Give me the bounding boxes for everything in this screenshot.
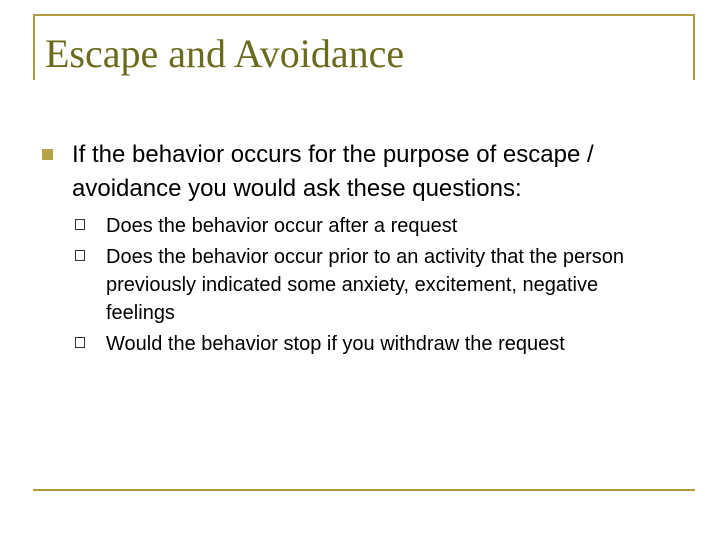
slide-title: Escape and Avoidance	[45, 31, 405, 76]
sub-bullet-item	[42, 243, 672, 327]
bottom-rule	[33, 489, 695, 491]
bullet-main	[42, 138, 672, 206]
sub-bullet-text: Would the behavior stop if you withdraw the request	[106, 333, 565, 355]
sub-bullet-item	[42, 212, 672, 240]
top-rule	[33, 14, 695, 16]
sub-bullet-list	[42, 212, 672, 358]
sub-bullet-text: Does the behavior occur after a request	[106, 215, 458, 237]
left-rule	[33, 14, 35, 80]
sub-bullet-text: Does the behavior occur prior to an activity that the person previously indicated some anxiety, excitement, negative feelings	[106, 246, 625, 324]
filled-square-bullet-icon	[42, 149, 53, 160]
hollow-square-bullet-icon	[75, 250, 87, 263]
hollow-square-bullet-icon	[75, 337, 87, 350]
slide-body	[42, 138, 672, 361]
sub-bullet-item	[42, 330, 672, 358]
right-rule	[693, 14, 695, 80]
bullet-main-text: If the behavior occurs for the purpose of escape / avoidance you would ask these questions:	[72, 141, 594, 202]
hollow-square-bullet-icon	[75, 219, 87, 232]
